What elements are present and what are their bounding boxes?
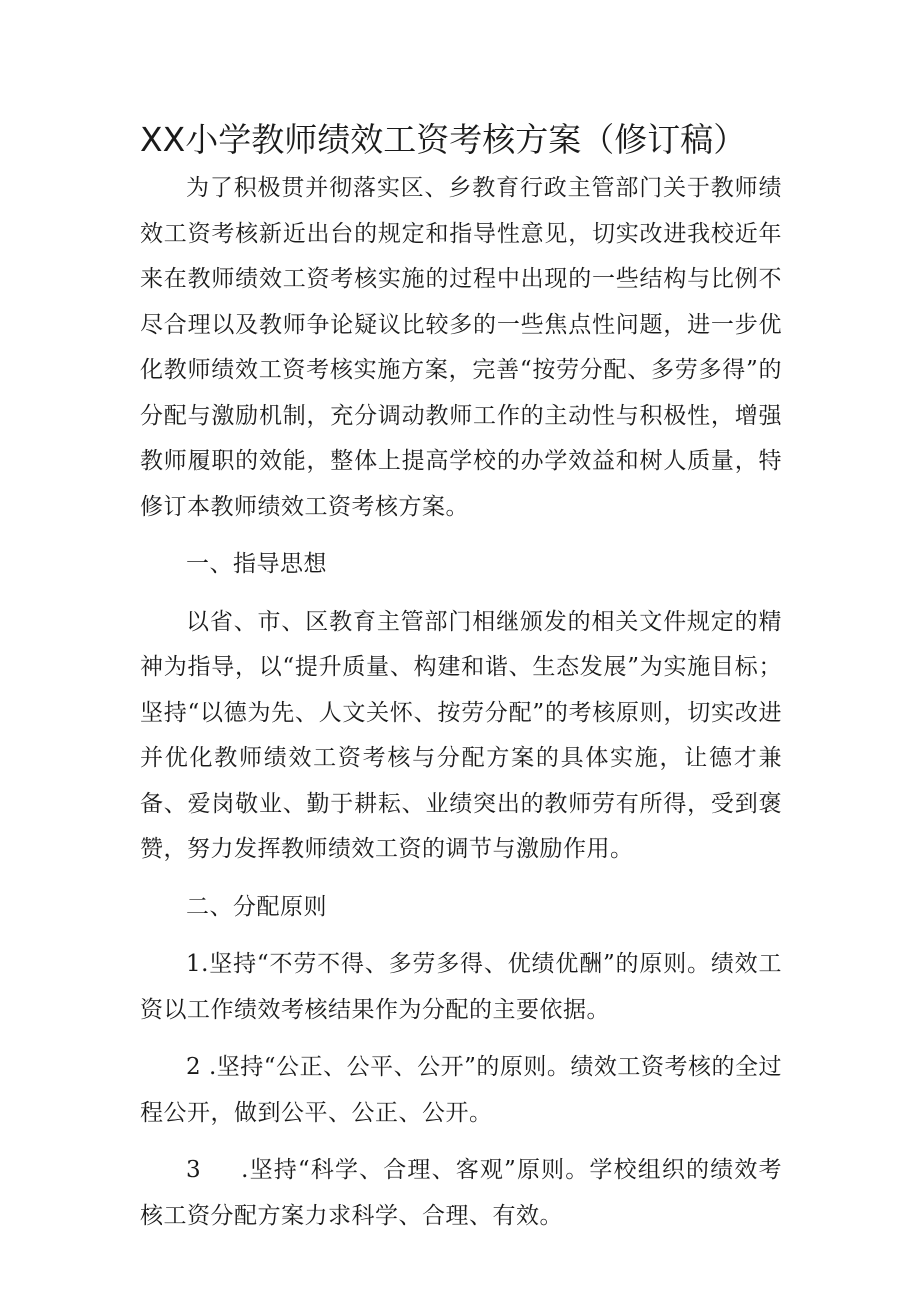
section-1-paragraph: 以省、市、区教育主管部门相继颁发的相关文件规定的精神为指导，以“提升质量、构建和谐、生态发展”为实施目标；坚持“以德为先、人文关怀、按劳分配”的考核原则，切实改进并优化教师绩效工资考核与分配方案的具体实施，让德才兼备、爱岗敬业、勤于耕耘、业绩突出的教师劳有所得，受到褒赞，努力发挥教师绩效工资的调节与激励作用。 <box>140 608 782 862</box>
spacer <box>140 930 782 942</box>
section-2-heading: 二、分配原则 <box>186 893 327 920</box>
item-number: 1. <box>186 951 209 977</box>
document-body <box>140 166 782 1239</box>
spacer <box>140 1033 782 1045</box>
principle-item-2 <box>140 1045 782 1136</box>
document-title: XX小学教师绩效工资考核方案（修订稿） <box>140 120 747 159</box>
item-number-suffix: . <box>241 1157 249 1183</box>
spacer <box>140 1136 782 1148</box>
principle-item-3 <box>140 1148 782 1239</box>
principle-item-1 <box>140 942 782 1033</box>
spacer <box>140 873 782 885</box>
item-text: 坚持“科学、合理、客观”原则。学校组织的绩效考核工资分配方案力求科学、合理、有效。 <box>140 1157 782 1229</box>
item-text: 坚持“不劳不得、多劳多得、优绩优酬”的原则。绩效工资以工作绩效考核结果作为分配的主要依据。 <box>140 951 782 1023</box>
intro-paragraph: 为了积极贯并彻落实区、乡教育行政主管部门关于教师绩效工资考核新近出台的规定和指导性意见，切实改进我校近年来在教师绩效工资考核实施的过程中出现的一些结构与比例不尽合理以及教师争论疑议比较多的一些焦点性问题，进一步优化教师绩效工资考核实施方案，完善“按劳分配、多劳多得”的分配与激励机制，充分调动教师工作的主动性与积极性，增强教师履职的效能，整体上提高学校的办学效益和树人质量，特修订本教师绩效工资考核方案。 <box>140 175 782 520</box>
section-1-heading: 一、指导思想 <box>186 551 327 577</box>
item-number: 2 . <box>186 1054 217 1080</box>
spacer <box>140 530 782 542</box>
item-number: 3 <box>186 1157 202 1183</box>
spacer <box>140 588 782 600</box>
item-text: 坚持“公正、公平、公开”的原则。绩效工资考核的全过程公开，做到公平、公正、公开。 <box>140 1054 782 1126</box>
